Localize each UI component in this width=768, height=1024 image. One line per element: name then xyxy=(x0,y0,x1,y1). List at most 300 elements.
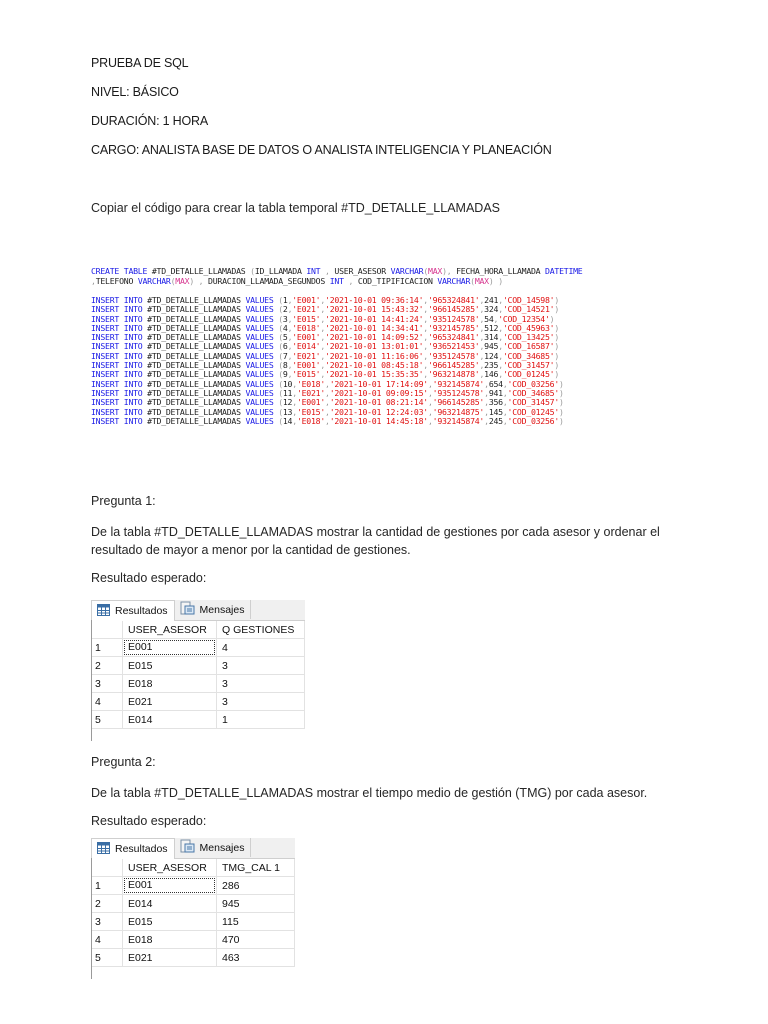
code-token: ( xyxy=(273,387,283,398)
code-token: , xyxy=(479,332,485,343)
row-number: 2 xyxy=(91,895,123,913)
code-token: INSERT xyxy=(91,295,120,305)
code-token: ) xyxy=(554,332,560,343)
code-token: INSERT xyxy=(91,387,120,398)
table-header-row xyxy=(91,621,305,639)
insert-id: 14 xyxy=(282,415,293,426)
code-token: VALUES xyxy=(245,304,274,315)
table-cell[interactable]: 470 xyxy=(217,931,295,949)
code-token: ( xyxy=(250,266,255,277)
code-token: ) xyxy=(559,406,564,417)
code-token: , xyxy=(498,360,503,371)
insert-phone: '965324841' xyxy=(427,332,480,343)
code-token: ( xyxy=(273,415,283,426)
insert-duration: 324 xyxy=(484,304,499,315)
insert-code: 'COD_03256' xyxy=(507,378,560,389)
duration-line: DURACIÓN: 1 HORA xyxy=(91,114,208,128)
insert-code: 'COD_31457' xyxy=(507,397,560,408)
table-cell[interactable]: E014 xyxy=(123,895,217,913)
code-token: ( xyxy=(273,360,283,371)
q1-results-table xyxy=(91,621,305,729)
code-token: , xyxy=(91,275,96,286)
q2-results-panel xyxy=(91,838,295,967)
code-token: ( xyxy=(470,275,475,286)
table-cell[interactable]: 1 xyxy=(217,711,305,729)
insert-phone: '965324841' xyxy=(427,295,480,305)
code-token: VALUES xyxy=(245,313,274,324)
code-token: , xyxy=(292,397,297,408)
insert-user: 'E001' xyxy=(296,397,325,408)
code-token: ( xyxy=(170,275,176,286)
code-token: , xyxy=(423,369,428,380)
code-token: VALUES xyxy=(245,397,274,408)
insert-duration: 54 xyxy=(484,313,494,324)
insert-date: '2021-10-01 08:45:18' xyxy=(325,360,424,371)
code-token: VALUES xyxy=(245,369,274,380)
q2-expected: Resultado esperado: xyxy=(91,814,207,828)
code-token: TABLE xyxy=(123,266,148,277)
code-token: , xyxy=(479,313,485,324)
level-line: NIVEL: BÁSICO xyxy=(91,85,179,99)
column-header[interactable]: USER_ASESOR xyxy=(123,621,217,639)
code-token: #TD_DETALLE_LLAMADAS xyxy=(142,295,246,305)
code-token: ) xyxy=(559,397,564,408)
insert-user: 'E021' xyxy=(296,387,325,398)
code-token: , xyxy=(484,387,489,398)
insert-user: 'E021' xyxy=(292,304,321,315)
row-number: 3 xyxy=(91,913,123,931)
code-token: ) xyxy=(442,266,447,277)
code-token: INSERT xyxy=(91,304,120,315)
table-cell[interactable] xyxy=(123,877,217,895)
code-token: ) xyxy=(559,387,564,398)
code-token: , xyxy=(320,332,326,343)
code-token: , xyxy=(287,360,293,371)
code-token: , xyxy=(479,341,485,352)
table-cell[interactable]: E014 xyxy=(123,711,217,729)
code-token: ( xyxy=(273,322,283,333)
code-token: INTO xyxy=(123,332,143,343)
code-token: ) xyxy=(559,415,564,426)
code-token: , xyxy=(287,341,293,352)
tab-messages[interactable] xyxy=(175,600,252,619)
code-token: , xyxy=(498,369,503,380)
insert-user: 'E018' xyxy=(292,322,321,333)
table-cell[interactable]: 4 xyxy=(217,639,305,657)
table-cell[interactable]: 115 xyxy=(217,913,295,931)
q2-results-table xyxy=(91,859,295,967)
table-cell[interactable]: 3 xyxy=(217,693,305,711)
code-token: , xyxy=(325,406,330,417)
insert-user: 'E021' xyxy=(292,350,321,361)
table-cell[interactable]: 463 xyxy=(217,949,295,967)
insert-date: '2021-10-01 14:41:24' xyxy=(325,313,424,324)
insert-id: 2 xyxy=(282,304,288,315)
code-token: , xyxy=(194,275,209,286)
code-token: , xyxy=(287,304,293,315)
q2-title: Pregunta 2: xyxy=(91,755,156,769)
code-token: ) xyxy=(554,341,560,352)
code-token: , xyxy=(287,313,293,324)
code-token: , xyxy=(287,369,293,380)
code-token: ) xyxy=(549,313,555,324)
table-cell[interactable] xyxy=(123,639,217,657)
insert-user: 'E015' xyxy=(296,406,325,417)
code-token: INTO xyxy=(123,304,143,315)
code-token: TELEFONO xyxy=(95,275,134,286)
code-token: , xyxy=(320,369,326,380)
tab-results-label: Resultados xyxy=(115,843,168,855)
q2-text-line1: De la tabla #TD_DETALLE_LLAMADAS mostrar el tiempo medio de gestión (TMG) por cada asesor. xyxy=(91,786,648,800)
code-token: ) xyxy=(189,275,194,286)
code-token: , xyxy=(320,322,326,333)
code-token: INSERT xyxy=(91,378,120,389)
insert-phone: '935124578' xyxy=(432,387,485,398)
insert-phone: '963214878' xyxy=(427,369,480,380)
insert-code: 'COD_13425' xyxy=(502,332,555,343)
messages-icon xyxy=(180,601,200,618)
insert-id: 3 xyxy=(282,313,288,324)
insert-duration: 146 xyxy=(484,369,499,380)
code-token: INTO xyxy=(123,369,143,380)
code-token: , xyxy=(423,332,428,343)
insert-code: 'COD_14598' xyxy=(502,295,555,305)
insert-date: '2021-10-01 13:01:01' xyxy=(325,341,424,352)
insert-date: '2021-10-01 08:21:14' xyxy=(329,397,428,408)
insert-duration: 145 xyxy=(488,406,503,417)
code-token: , xyxy=(320,313,326,324)
code-token: , xyxy=(484,378,489,389)
code-token: , xyxy=(320,304,326,315)
code-token: ) xyxy=(488,275,494,286)
insert-duration: 654 xyxy=(488,378,503,389)
code-token: #TD_DETALLE_LLAMADAS xyxy=(142,387,246,398)
column-header[interactable]: Q GESTIONES xyxy=(217,621,305,639)
code-token: , xyxy=(484,406,489,417)
code-token: , xyxy=(484,397,489,408)
q1-text-line1: De la tabla #TD_DETALLE_LLAMADAS mostrar la cantidad de gestiones por cada asesor y ordenar el xyxy=(91,525,660,539)
table-cell[interactable]: 3 xyxy=(217,675,305,693)
row-number-header xyxy=(91,859,123,877)
code-token: #TD_DETALLE_LLAMADAS xyxy=(142,369,246,380)
table-row[interactable] xyxy=(91,657,305,675)
row-number: 3 xyxy=(91,675,123,693)
code-token: ) xyxy=(559,378,564,389)
insert-date: '2021-10-01 15:35:35' xyxy=(325,369,424,380)
code-token: , xyxy=(479,369,485,380)
code-token: ( xyxy=(273,369,283,380)
create-table-code xyxy=(91,258,582,295)
code-token: INTO xyxy=(123,378,143,389)
insert-code: 'COD_14521' xyxy=(502,304,555,315)
code-token: , xyxy=(292,378,297,389)
code-token: ( xyxy=(273,341,283,352)
code-token: , xyxy=(320,295,326,305)
table-cell[interactable]: E018 xyxy=(123,675,217,693)
insert-phone: '966145285' xyxy=(432,397,485,408)
code-token: INSERT xyxy=(91,397,120,408)
code-token: INTO xyxy=(123,341,143,352)
code-token: , xyxy=(498,332,503,343)
code-token: , xyxy=(287,295,293,305)
insert-id: 10 xyxy=(282,378,293,389)
table-cell[interactable]: E021 xyxy=(123,693,217,711)
row-number: 4 xyxy=(91,693,123,711)
code-token: INTO xyxy=(123,397,143,408)
code-token: ( xyxy=(273,406,283,417)
code-token: INTO xyxy=(123,415,143,426)
results-tabs xyxy=(91,600,305,621)
code-token: ( xyxy=(423,266,429,277)
table-row[interactable] xyxy=(91,895,295,913)
table-row[interactable] xyxy=(91,913,295,931)
results-grid-icon xyxy=(97,604,115,619)
tab-messages-label: Mensajes xyxy=(199,603,245,616)
insert-duration: 512 xyxy=(484,322,499,333)
tab-results[interactable] xyxy=(91,600,175,621)
table-cell[interactable]: E018 xyxy=(123,931,217,949)
code-token: #TD_DETALLE_LLAMADAS xyxy=(151,266,246,277)
code-token: INTO xyxy=(123,313,143,324)
code-token: , xyxy=(498,295,503,305)
code-token: VALUES xyxy=(245,295,274,305)
code-token: , xyxy=(479,360,485,371)
test-title: PRUEBA DE SQL xyxy=(91,56,189,70)
insert-phone: '966145285' xyxy=(427,304,480,315)
code-token: #TD_DETALLE_LLAMADAS xyxy=(142,304,246,315)
insert-phone: '936521453' xyxy=(427,341,480,352)
code-token: ( xyxy=(273,332,283,343)
code-token: INTO xyxy=(123,295,143,305)
row-number: 1 xyxy=(91,639,123,657)
code-token: USER_ASESOR xyxy=(334,266,386,277)
table-row[interactable] xyxy=(91,693,305,711)
messages-icon xyxy=(180,839,200,856)
code-token: , xyxy=(427,387,433,398)
insert-duration: 945 xyxy=(484,341,499,352)
selected-cell[interactable]: E001 xyxy=(123,877,216,894)
code-token: ) xyxy=(554,304,560,315)
code-token: , xyxy=(423,360,428,371)
insert-id: 11 xyxy=(282,387,293,398)
code-token: , xyxy=(423,295,428,305)
table-row[interactable] xyxy=(91,639,305,657)
code-token: , xyxy=(343,275,358,286)
table-cell[interactable]: E015 xyxy=(123,657,217,675)
table-cell[interactable]: E021 xyxy=(123,949,217,967)
insert-duration: 245 xyxy=(488,415,503,426)
insert-id: 1 xyxy=(282,295,288,305)
insert-phone: '963214875' xyxy=(432,406,485,417)
tab-results[interactable] xyxy=(91,838,175,859)
insert-phone: '932145874' xyxy=(432,415,485,426)
code-token: , xyxy=(320,266,335,277)
code-token: , xyxy=(423,350,428,361)
insert-code: 'COD_34685' xyxy=(502,350,555,361)
code-token: , xyxy=(325,387,330,398)
code-token: #TD_DETALLE_LLAMADAS xyxy=(142,313,246,324)
code-token: , xyxy=(325,415,330,426)
position-line: CARGO: ANALISTA BASE DE DATOS O ANALISTA INTELIGENCIA Y PLANEACIÓN xyxy=(91,143,552,157)
row-number-header xyxy=(91,621,123,639)
code-token: INSERT xyxy=(91,332,120,343)
code-token: , xyxy=(320,360,326,371)
column-header[interactable]: USER_ASESOR xyxy=(123,859,217,877)
insert-user: 'E018' xyxy=(296,415,325,426)
code-token: , xyxy=(287,332,293,343)
code-token: VALUES xyxy=(245,378,274,389)
code-token: #TD_DETALLE_LLAMADAS xyxy=(142,350,246,361)
insert-id: 6 xyxy=(282,341,288,352)
insert-phone: '966145285' xyxy=(427,360,480,371)
insert-duration: 241 xyxy=(484,295,499,305)
tab-results-label: Resultados xyxy=(115,605,168,617)
table-cell[interactable]: 3 xyxy=(217,657,305,675)
code-token: #TD_DETALLE_LLAMADAS xyxy=(142,415,246,426)
insert-user: 'E015' xyxy=(292,313,321,324)
code-token: , xyxy=(423,313,428,324)
code-token: VALUES xyxy=(245,406,274,417)
code-token: ( xyxy=(273,378,283,389)
table-row[interactable] xyxy=(91,675,305,693)
code-token: INTO xyxy=(123,406,143,417)
insert-duration: 356 xyxy=(488,397,503,408)
code-token: #TD_DETALLE_LLAMADAS xyxy=(142,341,246,352)
table-row[interactable] xyxy=(91,711,305,729)
insert-code: 'COD_16587' xyxy=(502,341,555,352)
insert-code: 'COD_01245' xyxy=(507,406,560,417)
table-cell[interactable]: E015 xyxy=(123,913,217,931)
code-token: INSERT xyxy=(91,313,120,324)
code-token: , xyxy=(446,266,457,277)
insert-user: 'E001' xyxy=(292,295,321,305)
table-cell[interactable]: 286 xyxy=(217,877,295,895)
row-number: 5 xyxy=(91,949,123,967)
code-token: ( xyxy=(273,397,283,408)
tab-messages[interactable] xyxy=(175,838,252,857)
code-token: VALUES xyxy=(245,322,274,333)
insert-id: 4 xyxy=(282,322,288,333)
code-token: , xyxy=(498,304,503,315)
code-token: VALUES xyxy=(245,341,274,352)
code-token: , xyxy=(427,397,433,408)
insert-date: '2021-10-01 14:45:18' xyxy=(329,415,428,426)
insert-id: 13 xyxy=(282,406,293,417)
insert-code: 'COD_12354' xyxy=(498,313,550,324)
code-token: ( xyxy=(273,295,283,305)
code-token: INSERT xyxy=(91,341,120,352)
code-token: ) xyxy=(554,350,560,361)
code-token: ( xyxy=(273,304,283,315)
code-token: FECHA_HORA_LLAMADA xyxy=(456,266,541,277)
code-token: , xyxy=(498,341,503,352)
code-token: VARCHAR xyxy=(137,275,171,286)
table-row[interactable] xyxy=(91,877,295,895)
table-header-row xyxy=(91,859,295,877)
insert-id: 12 xyxy=(282,397,293,408)
insert-date: '2021-10-01 15:43:32' xyxy=(325,304,424,315)
code-token: INT xyxy=(306,266,321,277)
code-token: , xyxy=(502,397,508,408)
insert-id: 9 xyxy=(282,369,288,380)
insert-code: 'COD_03256' xyxy=(507,415,560,426)
insert-user: 'E015' xyxy=(292,369,321,380)
insert-user: 'E018' xyxy=(296,378,325,389)
code-token: DATETIME xyxy=(545,266,583,277)
insert-code: 'COD_45963' xyxy=(502,322,555,333)
insert-statements xyxy=(91,296,564,426)
selected-cell[interactable]: E001 xyxy=(123,639,216,656)
code-token: , xyxy=(502,415,508,426)
table-cell[interactable]: 945 xyxy=(217,895,295,913)
code-token: INSERT xyxy=(91,322,120,333)
insert-date: '2021-10-01 09:36:14' xyxy=(325,295,424,305)
code-token: INSERT xyxy=(91,369,120,380)
insert-code: 'COD_01245' xyxy=(502,369,555,380)
code-token: , xyxy=(292,415,297,426)
code-token: MAX xyxy=(474,275,489,286)
insert-code: 'COD_31457' xyxy=(502,360,555,371)
code-token: #TD_DETALLE_LLAMADAS xyxy=(142,332,246,343)
code-token: INSERT xyxy=(91,350,120,361)
code-token: , xyxy=(427,378,433,389)
insert-phone: '932145874' xyxy=(432,378,485,389)
code-token: #TD_DETALLE_LLAMADAS xyxy=(142,406,246,417)
code-token: , xyxy=(479,304,485,315)
q1-expected: Resultado esperado: xyxy=(91,571,207,585)
code-token: ) xyxy=(554,369,560,380)
insert-date: '2021-10-01 12:24:03' xyxy=(329,406,428,417)
insert-user: 'E001' xyxy=(292,332,321,343)
table-row[interactable] xyxy=(91,949,295,967)
code-token: CREATE xyxy=(91,266,120,277)
tab-messages-label: Mensajes xyxy=(199,841,245,854)
insert-id: 8 xyxy=(282,360,288,371)
code-token: , xyxy=(498,350,503,361)
code-token: INTO xyxy=(123,322,143,333)
code-token: , xyxy=(502,387,508,398)
code-token: , xyxy=(502,406,508,417)
q1-title: Pregunta 1: xyxy=(91,494,156,508)
results-grid-icon xyxy=(97,842,115,857)
results-tabs xyxy=(91,838,295,859)
column-header[interactable]: TMG_CAL 1 xyxy=(217,859,295,877)
grid-scroll-edge xyxy=(91,620,92,741)
code-token: , xyxy=(427,406,433,417)
insert-date: '2021-10-01 14:09:52' xyxy=(325,332,424,343)
code-token: , xyxy=(320,350,326,361)
intro-text: Copiar el código para crear la tabla temporal #TD_DETALLE_LLAMADAS xyxy=(91,201,500,215)
code-token: , xyxy=(287,322,293,333)
code-token: , xyxy=(292,406,297,417)
insert-date: '2021-10-01 09:09:15' xyxy=(329,387,428,398)
code-token: INSERT xyxy=(91,360,120,371)
code-token: ) xyxy=(554,295,560,305)
code-token: , xyxy=(423,341,428,352)
q1-results-panel xyxy=(91,600,305,729)
insert-phone: '935124578' xyxy=(427,313,480,324)
create-line-2 xyxy=(91,277,582,286)
code-token: VALUES xyxy=(245,360,274,371)
code-token: , xyxy=(292,387,297,398)
code-token: INSERT xyxy=(91,406,120,417)
insert-phone: '932145785' xyxy=(427,322,480,333)
insert-date: '2021-10-01 14:34:41' xyxy=(325,322,424,333)
code-token: #TD_DETALLE_LLAMADAS xyxy=(142,360,246,371)
code-token: , xyxy=(502,378,508,389)
insert-duration: 941 xyxy=(488,387,503,398)
table-row[interactable] xyxy=(91,931,295,949)
